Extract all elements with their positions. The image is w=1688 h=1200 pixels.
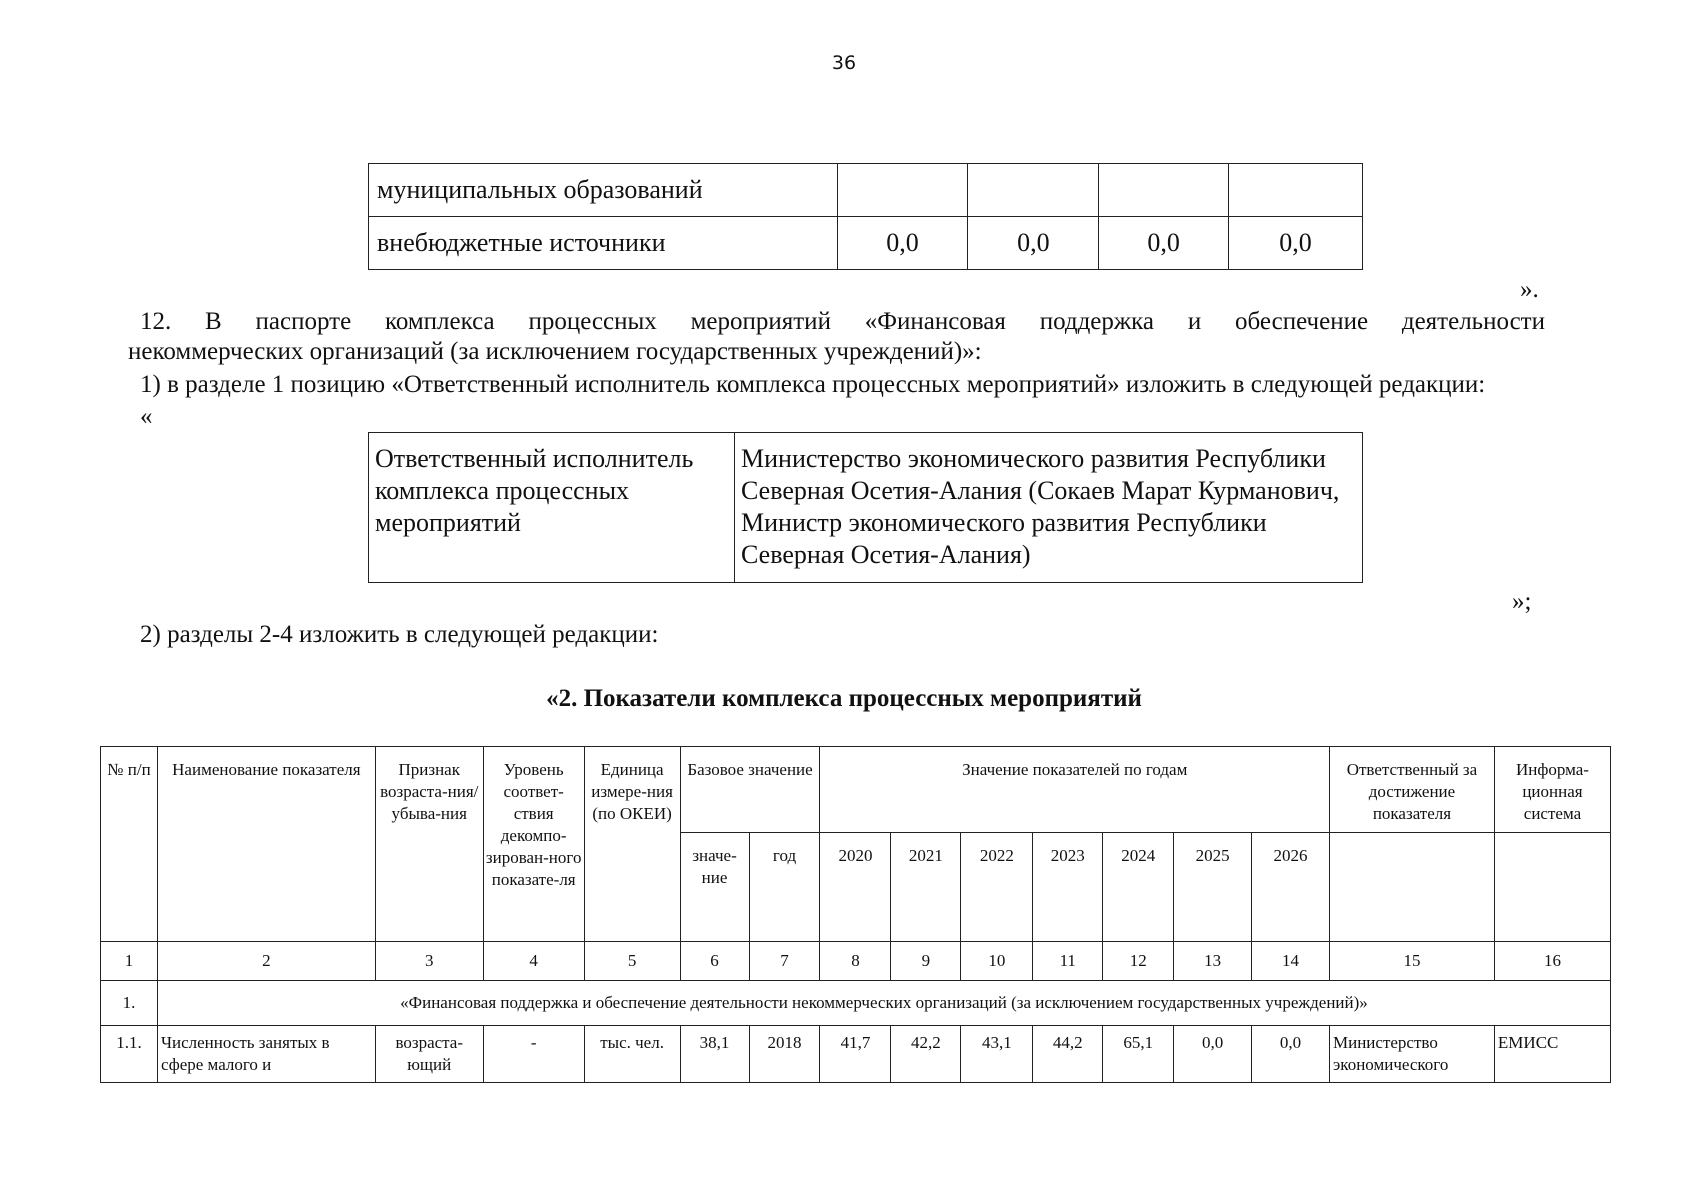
row-base-year: 2018 — [749, 1026, 820, 1083]
header-level: Уровень соответ-ствия декомпо-зирован-ного показате-ля — [483, 747, 584, 942]
header-base-year: год — [749, 833, 820, 942]
column-number: 2 — [157, 942, 375, 981]
financing-cell: 0,0 — [1099, 217, 1229, 270]
header-num: № п/п — [101, 747, 158, 942]
row-info-system: ЕМИСС — [1494, 1026, 1610, 1083]
executor-label: Ответственный исполнитель комплекса процессных мероприятий — [369, 433, 735, 583]
section-row — [101, 981, 1611, 1026]
header-year: 2026 — [1252, 833, 1330, 942]
closing-quote: »; — [1512, 588, 1532, 615]
header-responsible: Ответственный за достижение показателя — [1330, 747, 1495, 833]
header-sign: Признак возраста-ния/убыва-ния — [375, 747, 483, 942]
executor-table — [368, 432, 1363, 583]
row-year-value: 65,1 — [1103, 1026, 1174, 1083]
paragraph-12-line-2: некоммерческих организаций (за исключением государственных учреждений)»: — [128, 338, 982, 365]
header-base: Базовое значение — [680, 747, 820, 833]
column-number: 11 — [1033, 942, 1103, 981]
column-number: 10 — [961, 942, 1033, 981]
header-year: 2022 — [961, 833, 1033, 942]
table-row — [101, 1026, 1611, 1083]
row-name: Численность занятых в сфере малого и — [157, 1026, 375, 1083]
column-number: 13 — [1174, 942, 1252, 981]
financing-cell — [837, 164, 968, 217]
row-base-value: 38,1 — [680, 1026, 749, 1083]
row-responsible: Министерство экономического — [1330, 1026, 1495, 1083]
financing-table — [368, 163, 1363, 270]
financing-cell: 0,0 — [1229, 217, 1363, 270]
row-unit: тыс. чел. — [584, 1026, 680, 1083]
column-number: 15 — [1330, 942, 1495, 981]
header-name: Наименование показателя — [157, 747, 375, 942]
column-number: 16 — [1494, 942, 1610, 981]
item-2-text: 2) разделы 2-4 изложить в следующей редакции: — [140, 621, 659, 648]
row-num: 1.1. — [101, 1026, 158, 1083]
header-info-system-empty — [1494, 833, 1610, 942]
header-year: 2021 — [891, 833, 961, 942]
header-row — [101, 747, 1611, 833]
opening-quote: « — [140, 403, 153, 430]
financing-cell — [1099, 164, 1229, 217]
paragraph-12 — [128, 307, 1545, 367]
header-year: 2025 — [1174, 833, 1252, 942]
header-responsible-empty — [1330, 833, 1495, 942]
executor-value: Министерство экономического развития Республики Северная Осетия-Алания (Сокаев Марат Курманович, Министр экономического развития Республики Северная Осетия-Алания) — [735, 433, 1363, 583]
financing-cell: 0,0 — [968, 217, 1099, 270]
row-year-value: 0,0 — [1174, 1026, 1252, 1083]
column-number: 14 — [1252, 942, 1330, 981]
page-number: 36 — [831, 52, 857, 74]
header-year: 2024 — [1103, 833, 1174, 942]
row-year-value: 0,0 — [1252, 1026, 1330, 1083]
financing-row-label: муниципальных образований — [369, 164, 838, 217]
row-level: - — [483, 1026, 584, 1083]
row-year-value: 43,1 — [961, 1026, 1033, 1083]
financing-cell — [968, 164, 1099, 217]
closing-quote: ». — [1520, 276, 1539, 303]
section-row-title: «Финансовая поддержка и обеспечение деятельности некоммерческих организаций (за исключением государственных учреждений)» — [157, 981, 1610, 1026]
financing-row — [369, 217, 1363, 270]
header-base-value: значе-ние — [680, 833, 749, 942]
header-year: 2020 — [820, 833, 891, 942]
header-unit: Единица измере-ния (по ОКЕИ) — [584, 747, 680, 942]
column-number: 4 — [483, 942, 584, 981]
column-number-row — [101, 942, 1611, 981]
indicators-table — [100, 746, 1611, 1083]
column-number: 1 — [101, 942, 158, 981]
row-year-value: 44,2 — [1033, 1026, 1103, 1083]
financing-cell: 0,0 — [837, 217, 968, 270]
column-number: 5 — [584, 942, 680, 981]
header-info-system: Информа-ционная система — [1494, 747, 1610, 833]
financing-cell — [1229, 164, 1363, 217]
header-values-by-year: Значение показателей по годам — [820, 747, 1330, 833]
row-sign: возраста-ющий — [375, 1026, 483, 1083]
executor-row — [369, 433, 1363, 583]
column-number: 8 — [820, 942, 891, 981]
financing-row-label: внебюджетные источники — [369, 217, 838, 270]
column-number: 9 — [891, 942, 961, 981]
financing-row — [369, 164, 1363, 217]
column-number: 12 — [1103, 942, 1174, 981]
column-number: 6 — [680, 942, 749, 981]
section-row-num: 1. — [101, 981, 158, 1026]
item-1-text: 1) в разделе 1 позицию «Ответственный исполнитель комплекса процессных мероприятий» изложить в следующей редакции: — [140, 371, 1486, 398]
row-year-value: 41,7 — [820, 1026, 891, 1083]
row-year-value: 42,2 — [891, 1026, 961, 1083]
header-year: 2023 — [1033, 833, 1103, 942]
paragraph-12-line-1: 12. В паспорте комплекса процессных мероприятий «Финансовая поддержка и обеспечение деятельности — [140, 308, 1545, 335]
column-number: 7 — [749, 942, 820, 981]
section-title: «2. Показатели комплекса процессных мероприятий — [546, 685, 1142, 712]
column-number: 3 — [375, 942, 483, 981]
